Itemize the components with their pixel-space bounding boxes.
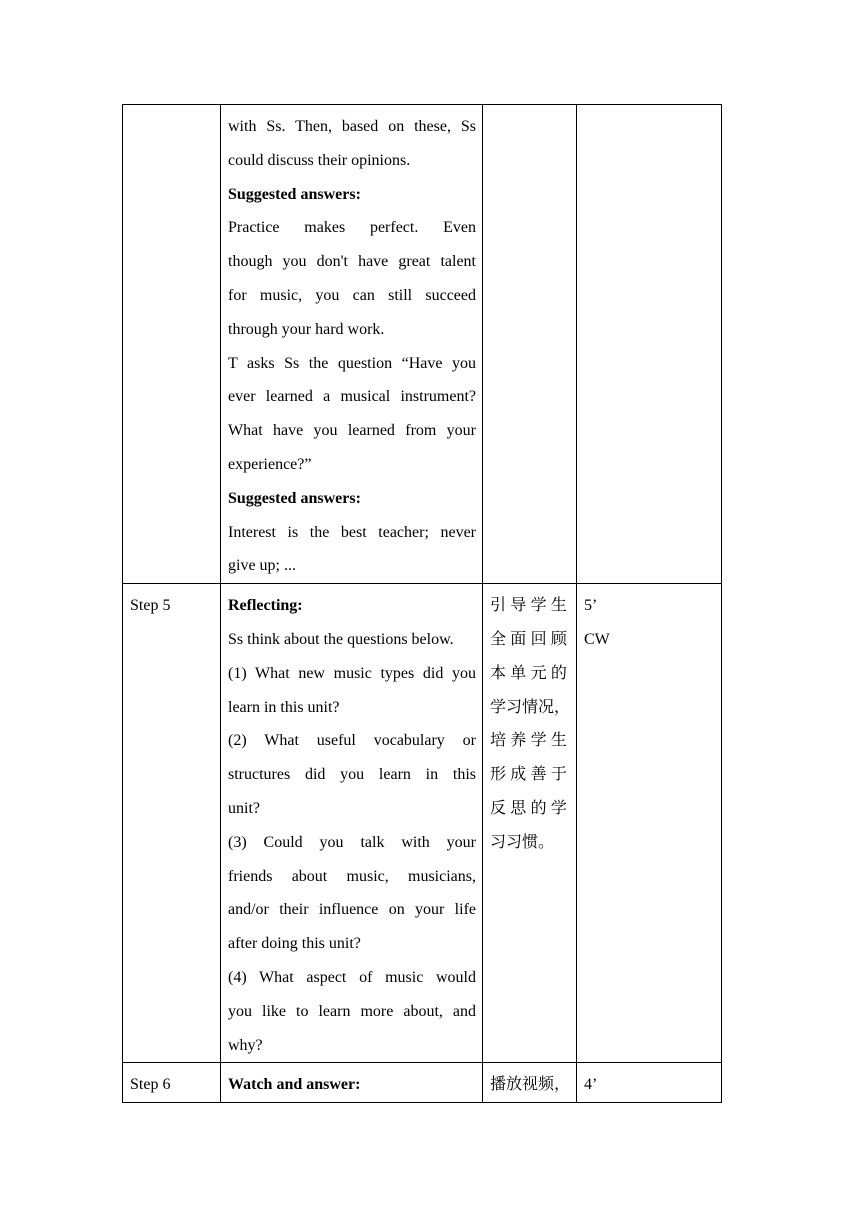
content-line: give up; ... <box>228 557 296 575</box>
purpose-line: 反思的学 <box>490 799 572 817</box>
content-line: unit? <box>228 799 260 817</box>
content-line: with Ss. Then, based on these, Ss <box>228 118 476 135</box>
watch-and-answer-heading: Watch and answer: <box>228 1076 361 1094</box>
content-line: What have you learned from your <box>228 422 476 440</box>
content-line: through your hard work. <box>228 320 385 338</box>
content-line: learn in this unit? <box>228 698 340 716</box>
purpose-line: 培养学生 <box>490 732 572 750</box>
time-cell <box>577 584 722 1063</box>
step-cell: Step 6 <box>123 1063 221 1103</box>
content-line: (4) What aspect of music would <box>228 968 476 986</box>
content-line: friends about music, musicians, <box>228 867 476 885</box>
purpose-line: 全面回顾 <box>490 630 572 648</box>
purpose-line: 播放视频， <box>490 1076 571 1094</box>
content-line: and/or their influence on your life <box>228 901 476 919</box>
lesson-plan-table <box>122 104 722 1103</box>
purpose-line: 引导学生 <box>490 597 572 615</box>
purpose-line: 学习情况， <box>490 698 571 716</box>
content-cell <box>221 584 483 1063</box>
content-cell <box>221 105 483 584</box>
table-row <box>123 584 722 1063</box>
content-line: ever learned a musical instrument? <box>228 388 476 406</box>
content-line: (3) Could you talk with your <box>228 833 476 851</box>
purpose-cell <box>483 584 577 1063</box>
suggested-answers-heading: Suggested answers: <box>228 185 361 203</box>
reflecting-heading: Reflecting: <box>228 597 303 615</box>
content-line: after doing this unit? <box>228 935 361 953</box>
content-cell <box>221 1063 483 1103</box>
content-line: Interest is the best teacher; never <box>228 523 476 541</box>
purpose-line: 习习惯。 <box>490 833 555 851</box>
purpose-line: 本单元的 <box>490 664 572 682</box>
content-line: structures did you learn in this <box>228 766 476 784</box>
content-line: could discuss their opinions. <box>228 151 411 169</box>
time-value: 4’ <box>584 1076 598 1094</box>
content-line: (1) What new music types did you <box>228 664 476 682</box>
content-line: though you don't have great talent <box>228 253 476 271</box>
content-line: you like to learn more about, and <box>228 1002 476 1020</box>
table-row <box>123 1063 722 1103</box>
time-value: 5’ <box>584 597 598 615</box>
step-cell <box>123 105 221 584</box>
content-line: Practice makes perfect. Even <box>228 219 476 237</box>
content-line: for music, you can still succeed <box>228 286 476 304</box>
content-line: Ss think about the questions below. <box>228 630 454 648</box>
step-cell: Step 5 <box>123 584 221 1063</box>
time-cell <box>577 1063 722 1103</box>
interaction-mode: CW <box>584 630 610 648</box>
content-line: T asks Ss the question “Have you <box>228 354 476 372</box>
suggested-answers-heading: Suggested answers: <box>228 489 361 507</box>
purpose-cell <box>483 1063 577 1103</box>
content-line: experience?” <box>228 455 312 473</box>
purpose-cell <box>483 105 577 584</box>
time-cell <box>577 105 722 584</box>
table-row <box>123 105 722 584</box>
content-line: (2) What useful vocabulary or <box>228 732 476 750</box>
purpose-line: 形成善于 <box>490 766 572 784</box>
content-line: why? <box>228 1036 263 1054</box>
